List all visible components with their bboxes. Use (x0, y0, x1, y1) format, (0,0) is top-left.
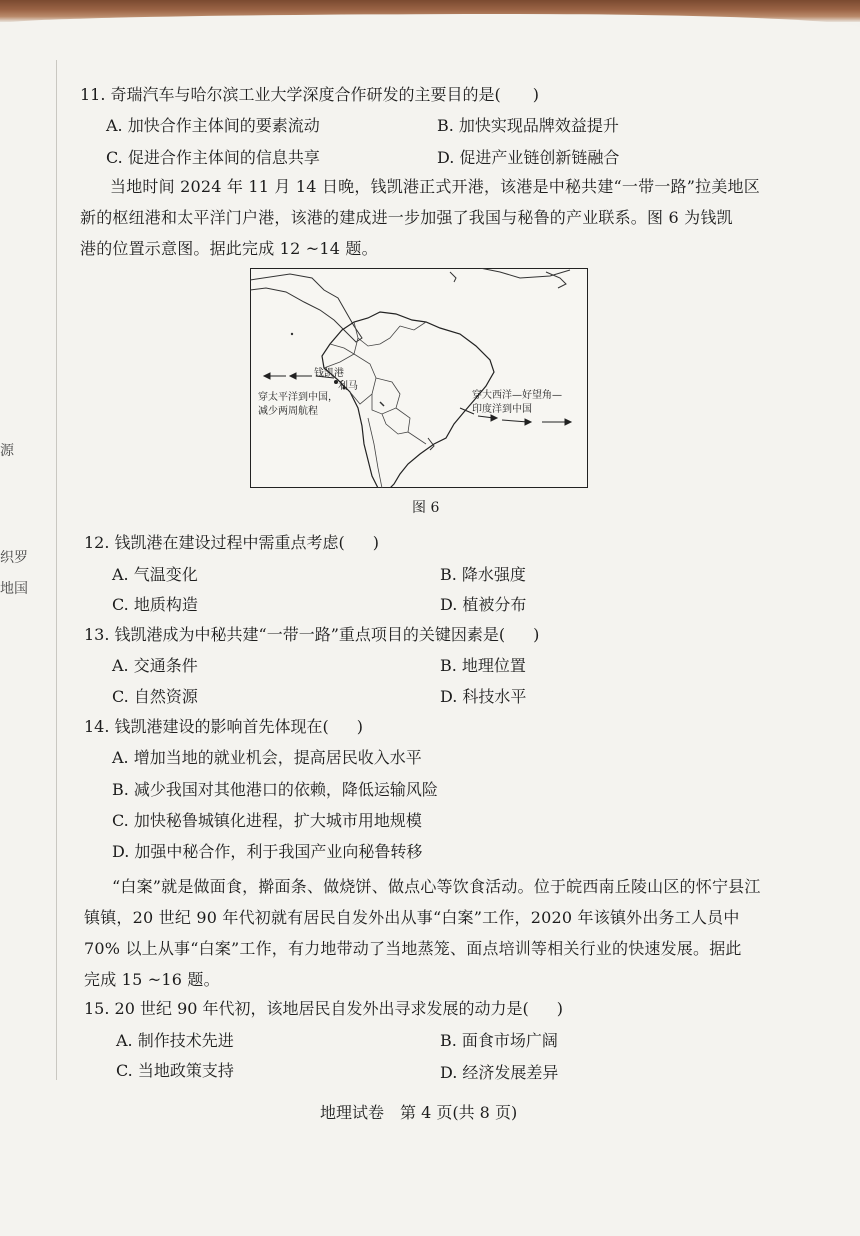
q15-option-b[interactable]: B. 面食市场广阔 (440, 1031, 558, 1050)
passage-2-line-3: 70% 以上从事“白案”工作，有力地带动了当地蒸笼、面点培训等相关行业的快速发展。据此 (84, 939, 742, 958)
map-label-atlantic-route-2: 印度洋到中国 (472, 404, 532, 415)
q15-option-c[interactable]: C. 当地政策支持 (116, 1061, 234, 1080)
side-margin-text: 源 (0, 443, 14, 459)
q13-option-a[interactable]: A. 交通条件 (112, 656, 198, 675)
question-11-stem: 11. 奇瑞汽车与哈尔滨工业大学深度合作研发的主要目的是( ) (80, 85, 540, 104)
q15-option-d[interactable]: D. 经济发展差异 (440, 1063, 559, 1082)
passage-2-line-1: “白案”就是做面食，擀面条、做烧饼、做点心等饮食活动。位于皖西南丘陵山区的怀宁县江 (112, 877, 761, 896)
passage-2-line-4: 完成 15 ~16 题。 (84, 970, 220, 989)
q12-option-d[interactable]: D. 植被分布 (440, 595, 527, 614)
page-fold-line (56, 60, 57, 1080)
q14-option-d[interactable]: D. 加强中秘合作，利于我国产业向秘鲁转移 (112, 842, 423, 861)
q11-option-b[interactable]: B. 加快实现品牌效益提升 (437, 116, 619, 135)
question-13-stem: 13. 钱凯港成为中秘共建“一带一路”重点项目的关键因素是( ) (84, 625, 540, 644)
question-14-stem: 14. 钱凯港建设的影响首先体现在( ) (84, 717, 364, 736)
q11-option-c[interactable]: C. 促进合作主体间的信息共享 (106, 148, 320, 167)
map-label-lima: 利马 (338, 381, 358, 392)
figure-caption: 图 6 (412, 500, 440, 516)
passage-1-line-3: 港的位置示意图。据此完成 12 ~14 题。 (80, 239, 378, 258)
map-label-pacific-route-note: 减少两周航程 (258, 406, 318, 417)
q12-option-b[interactable]: B. 降水强度 (440, 565, 526, 584)
question-15-stem: 15. 20 世纪 90 年代初，该地居民自发外出寻求发展的动力是( ) (84, 999, 564, 1018)
figure-6-map (250, 268, 588, 488)
passage-1-line-2: 新的枢纽港和太平洋门户港，该港的建成进一步加强了我国与秘鲁的产业联系。图 6 为钱凯 (80, 208, 733, 227)
q14-option-b[interactable]: B. 减少我国对其他港口的依赖，降低运输风险 (112, 780, 438, 799)
page-footer: 地理试卷 第 4 页(共 8 页) (320, 1103, 518, 1122)
q11-option-a[interactable]: A. 加快合作主体间的要素流动 (106, 116, 320, 135)
q12-option-a[interactable]: A. 气温变化 (112, 565, 198, 584)
passage-1-line-1: 当地时间 2024 年 11 月 14 日晚，钱凯港正式开港，该港是中秘共建“一带一路”拉美地区 (110, 177, 760, 196)
q13-option-c[interactable]: C. 自然资源 (112, 687, 198, 706)
side-margin-text: 织罗 (0, 550, 28, 566)
q12-option-c[interactable]: C. 地质构造 (112, 595, 198, 614)
q15-option-a[interactable]: A. 制作技术先进 (116, 1031, 234, 1050)
map-label-qiankai-port: 钱凯港 (314, 368, 344, 379)
q11-option-d[interactable]: D. 促进产业链创新链融合 (437, 148, 620, 167)
south-america-map (250, 268, 588, 488)
q13-option-b[interactable]: B. 地理位置 (440, 656, 526, 675)
question-12-stem: 12. 钱凯港在建设过程中需重点考虑( ) (84, 533, 380, 552)
map-label-atlantic-route: 穿大西洋—好望角— (472, 390, 562, 401)
q14-option-c[interactable]: C. 加快秘鲁城镇化进程，扩大城市用地规模 (112, 811, 422, 830)
side-margin-text: 地国 (0, 581, 28, 597)
map-label-pacific-route: 穿太平洋到中国， (258, 392, 338, 403)
q14-option-a[interactable]: A. 增加当地的就业机会，提高居民收入水平 (112, 748, 422, 767)
q13-option-d[interactable]: D. 科技水平 (440, 687, 527, 706)
passage-2-line-2: 镇镇，20 世纪 90 年代初就有居民自发外出从事“白案”工作，2020 年该镇外出务工人员中 (84, 908, 740, 927)
